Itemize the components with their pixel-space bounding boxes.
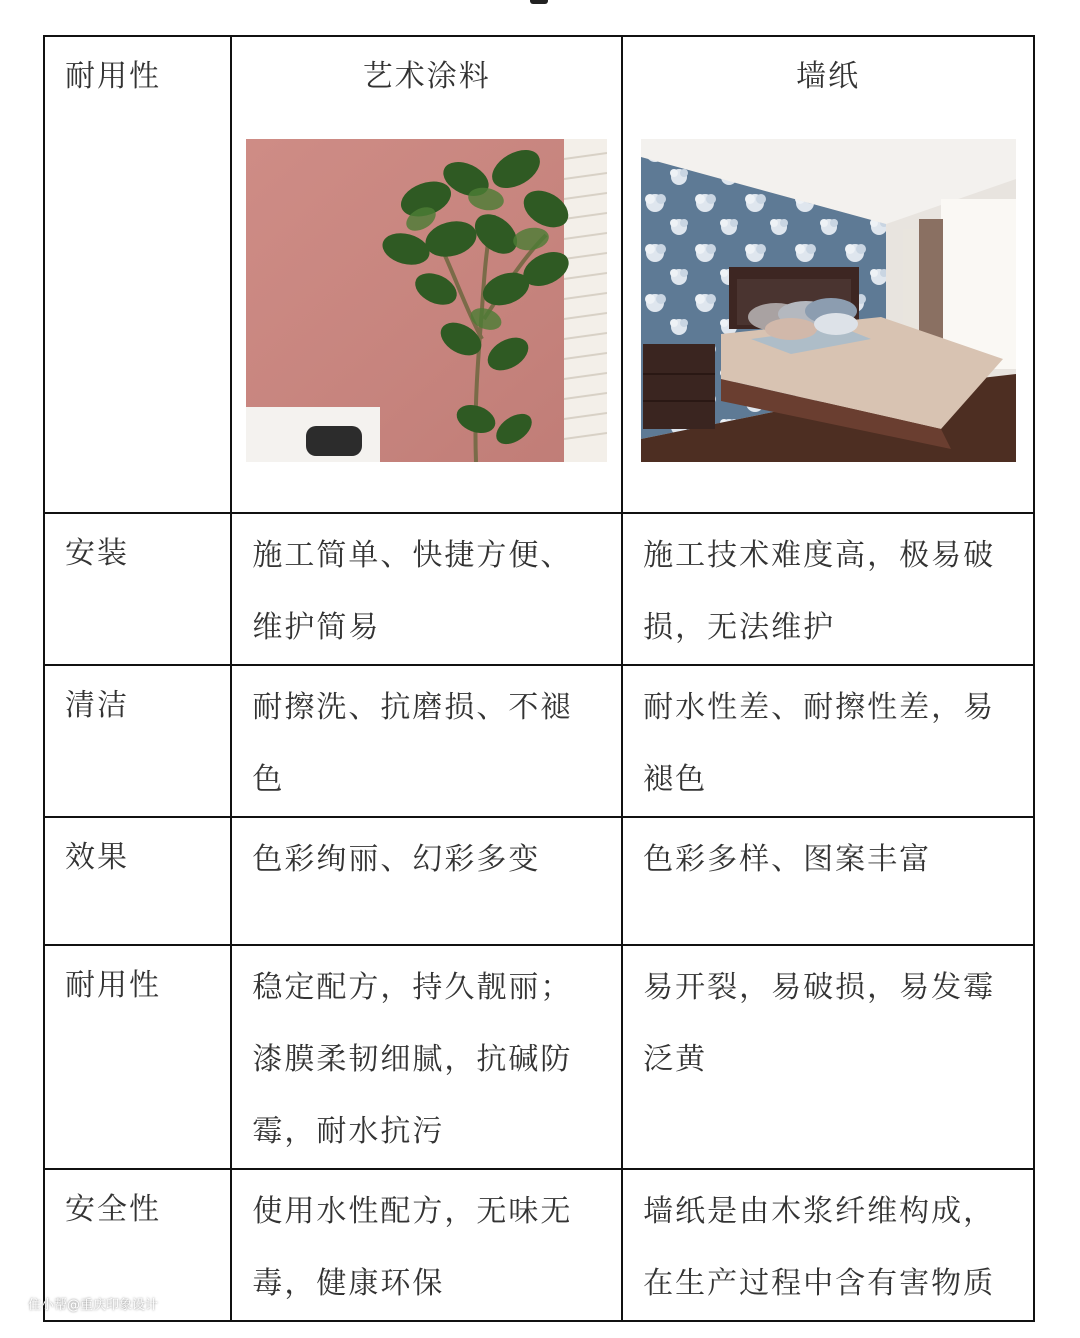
- header-col-b-cell: [622, 36, 1034, 513]
- text-line: 泛黄: [643, 1042, 708, 1077]
- header-col-b: 墙纸: [796, 59, 861, 94]
- watermark: 住小帮@重庆印象设计: [28, 1298, 159, 1313]
- row-cell-b: [622, 513, 1034, 665]
- row-cell-a: [231, 665, 622, 817]
- row-label: 耐用性: [65, 968, 161, 1003]
- cell-text-a: [232, 1156, 621, 1320]
- row-label: 效果: [65, 840, 129, 875]
- row-label: 安全性: [65, 1192, 161, 1227]
- header-col-a: 艺术涂料: [362, 59, 491, 94]
- cell-text-b: [623, 1156, 1033, 1320]
- table-row-install: [44, 513, 1034, 665]
- text-line: 色彩绚丽、幻彩多变: [252, 842, 541, 877]
- row-cell-b: [622, 817, 1034, 945]
- pink-wall-plant-photo: [246, 139, 607, 462]
- top-edge-mark: [530, 0, 548, 4]
- blue-floral-wallpaper-bedroom-photo: [641, 139, 1016, 462]
- row-cell-b: [622, 1169, 1034, 1321]
- text-line: 施工技术难度高，极易破: [643, 538, 996, 573]
- row-label-cell: [44, 817, 231, 945]
- text-line: 在生产过程中含有害物质: [643, 1266, 996, 1301]
- table-header-row: [44, 36, 1034, 513]
- cell-text-a: [232, 804, 621, 896]
- cell-text-a: [232, 652, 621, 816]
- table-row-durability: [44, 945, 1034, 1169]
- text-line: 损，无法维护: [643, 610, 836, 645]
- cell-text-a: [232, 500, 621, 664]
- row-cell-b: [622, 945, 1034, 1169]
- text-line: 色: [252, 762, 285, 797]
- text-line: 色彩多样、图案丰富: [643, 842, 932, 877]
- text-line: 墙纸是由木浆纤维构成，: [643, 1194, 996, 1229]
- cell-text-b: [623, 500, 1033, 664]
- row-label-cell: [44, 513, 231, 665]
- row-label: 清洁: [65, 688, 129, 723]
- table-row-effect: [44, 817, 1034, 945]
- header-col-a-cell: [231, 36, 622, 513]
- row-cell-a: [231, 513, 622, 665]
- row-label-cell: [44, 665, 231, 817]
- header-label-cell: [44, 36, 231, 513]
- row-cell-a: [231, 1169, 622, 1321]
- text-line: 褪色: [643, 762, 708, 797]
- cell-text-b: [623, 652, 1033, 816]
- cell-text-b: [623, 804, 1033, 896]
- text-line: 耐水性差、耐擦性差，易: [643, 690, 996, 725]
- comparison-table: [43, 35, 1035, 1322]
- text-line: 稳定配方，持久靓丽；: [252, 970, 573, 1005]
- table-row-safety: [44, 1169, 1034, 1321]
- text-line: 易开裂，易破损，易发霉: [643, 970, 996, 1005]
- text-line: 使用水性配方，无味无: [252, 1194, 573, 1229]
- cell-text-a: [232, 932, 621, 1168]
- cell-text-b: [623, 932, 1033, 1096]
- text-line: 漆膜柔韧细腻，抗碱防: [252, 1042, 573, 1077]
- text-line: 维护简易: [252, 610, 381, 645]
- text-line: 耐擦洗、抗磨损、不褪: [252, 690, 573, 725]
- row-cell-b: [622, 665, 1034, 817]
- row-label-cell: [44, 945, 231, 1169]
- text-line: 施工简单、快捷方便、: [252, 538, 573, 573]
- text-line: 霉，耐水抗污: [252, 1114, 445, 1149]
- row-cell-a: [231, 945, 622, 1169]
- row-label: 安装: [65, 536, 129, 571]
- table-row-clean: [44, 665, 1034, 817]
- text-line: 毒，健康环保: [252, 1266, 445, 1301]
- header-label: 耐用性: [65, 59, 161, 94]
- row-cell-a: [231, 817, 622, 945]
